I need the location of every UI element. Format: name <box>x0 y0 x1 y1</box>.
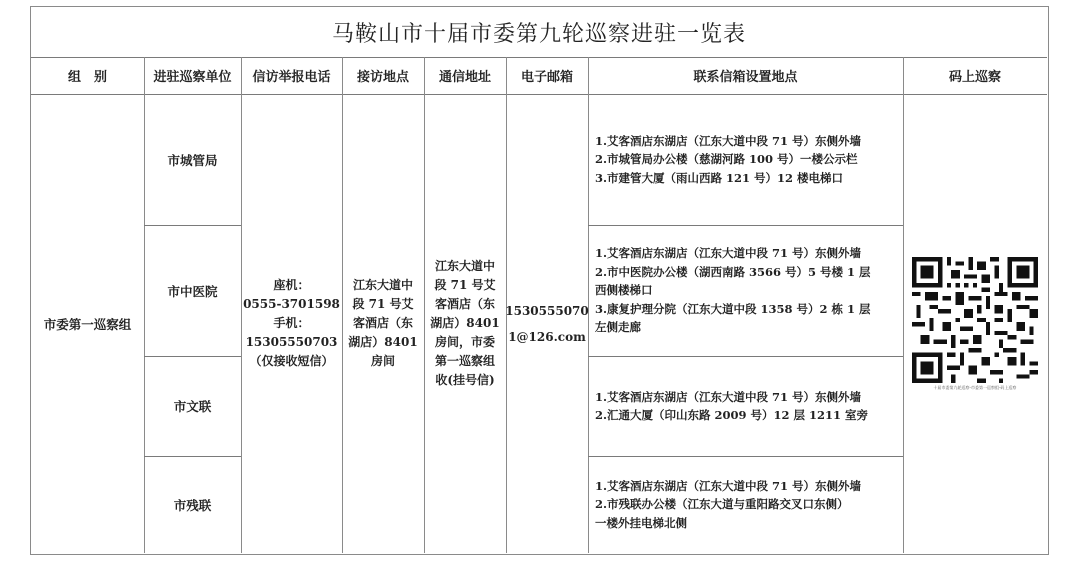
table-title: 马鞍山市十届市委第九轮巡察进驻一览表 <box>331 21 746 47</box>
reception-line: 江东大道中 <box>352 278 413 292</box>
email-line: 1@126.com <box>508 329 586 344</box>
qr-code-icon[interactable] <box>912 257 1038 383</box>
mailbox-locations-cell <box>588 225 903 356</box>
group-name: 市委第一巡察组 <box>43 316 132 332</box>
mailbox-line: 3.市建管大厦（雨山西路 121 号）12 楼电梯口 <box>595 170 844 185</box>
header-mailbox-locations: 联系信箱设置地点 <box>693 70 798 85</box>
mailbox-line: 一楼外挂电梯北侧 <box>595 515 687 530</box>
header-reception: 接访地点 <box>356 70 409 85</box>
mail-address-line: 段 71 号艾 <box>434 278 496 292</box>
inspection-table <box>30 6 1049 555</box>
mobile-note: （仅接收短信） <box>249 354 334 368</box>
reception-line: 段 71 号艾 <box>352 297 414 311</box>
qr-cell <box>903 94 1047 553</box>
mailbox-locations-cell <box>588 356 903 456</box>
mailbox-line: 左侧走廊 <box>595 320 641 335</box>
mail-address-line: 第一巡察组 <box>434 354 495 368</box>
mobile-label: 手机： <box>273 316 310 330</box>
email-cell <box>506 94 588 553</box>
reception-line: 房间 <box>370 354 395 368</box>
mailbox-line: 2.汇通大厦（印山东路 2009 号）12 层 1211 室旁 <box>595 408 869 422</box>
reception-line: 客酒店（东 <box>352 316 413 330</box>
header-email: 电子邮箱 <box>520 70 573 85</box>
mailbox-line: 2.市中医院办公楼（湖西南路 3566 号）5 号楼 1 层 <box>595 264 871 279</box>
email-line: 1530555070 <box>505 303 589 318</box>
mobile-number: 15305550703 <box>245 335 338 349</box>
unit-cell: 市城管局 <box>167 152 218 168</box>
mail-address-line: 收(挂号信) <box>435 373 495 387</box>
mailbox-line: 2.市残联办公楼（江东大道与重阳路交叉口东侧） <box>595 497 849 512</box>
header-group: 组 别 <box>67 70 107 85</box>
mail-address-line: 江东大道中 <box>434 259 495 273</box>
mail-address-cell <box>424 94 506 553</box>
qr-caption: 十届市委第九轮巡察-市委第一巡察组-码上巡察 <box>933 384 1017 390</box>
mail-address-line: 湖店）8401 <box>430 316 500 330</box>
mailbox-locations-cell <box>588 456 903 553</box>
unit-cell: 市残联 <box>173 497 212 513</box>
mailbox-line: 2.市城管局办公楼（慈湖河路 100 号）一楼公示栏 <box>595 152 858 167</box>
mailbox-line: 1.艾客酒店东湖店（江东大道中段 71 号）东侧外墙 <box>595 389 862 404</box>
mailbox-line: 西侧楼梯口 <box>595 283 653 298</box>
header-qr: 码上巡察 <box>948 70 1001 85</box>
landline-label: 座机： <box>273 278 310 292</box>
mailbox-locations-cell <box>588 94 903 225</box>
phone-cell <box>241 94 342 553</box>
mail-address-line: 房间，市委 <box>434 335 495 349</box>
mailbox-line: 1.艾客酒店东湖店（江东大道中段 71 号）东侧外墙 <box>595 478 862 493</box>
landline-number: 0555-3701598 <box>243 297 340 311</box>
mailbox-line: 1.艾客酒店东湖店（江东大道中段 71 号）东侧外墙 <box>595 133 862 148</box>
unit-cell: 市中医院 <box>167 283 218 299</box>
mailbox-line: 1.艾客酒店东湖店（江东大道中段 71 号）东侧外墙 <box>595 246 862 261</box>
header-unit: 进驻巡察单位 <box>153 70 232 85</box>
header-phone: 信访举报电话 <box>252 70 331 85</box>
mail-address-line: 客酒店（东 <box>434 297 495 311</box>
reception-line: 湖店）8401 <box>348 335 418 349</box>
header-mail-address: 通信地址 <box>438 70 491 85</box>
mailbox-line: 3.康复护理分院（江东大道中段 1358 号）2 栋 1 层 <box>595 301 871 316</box>
unit-cell: 市文联 <box>173 399 212 414</box>
reception-cell <box>342 94 424 553</box>
